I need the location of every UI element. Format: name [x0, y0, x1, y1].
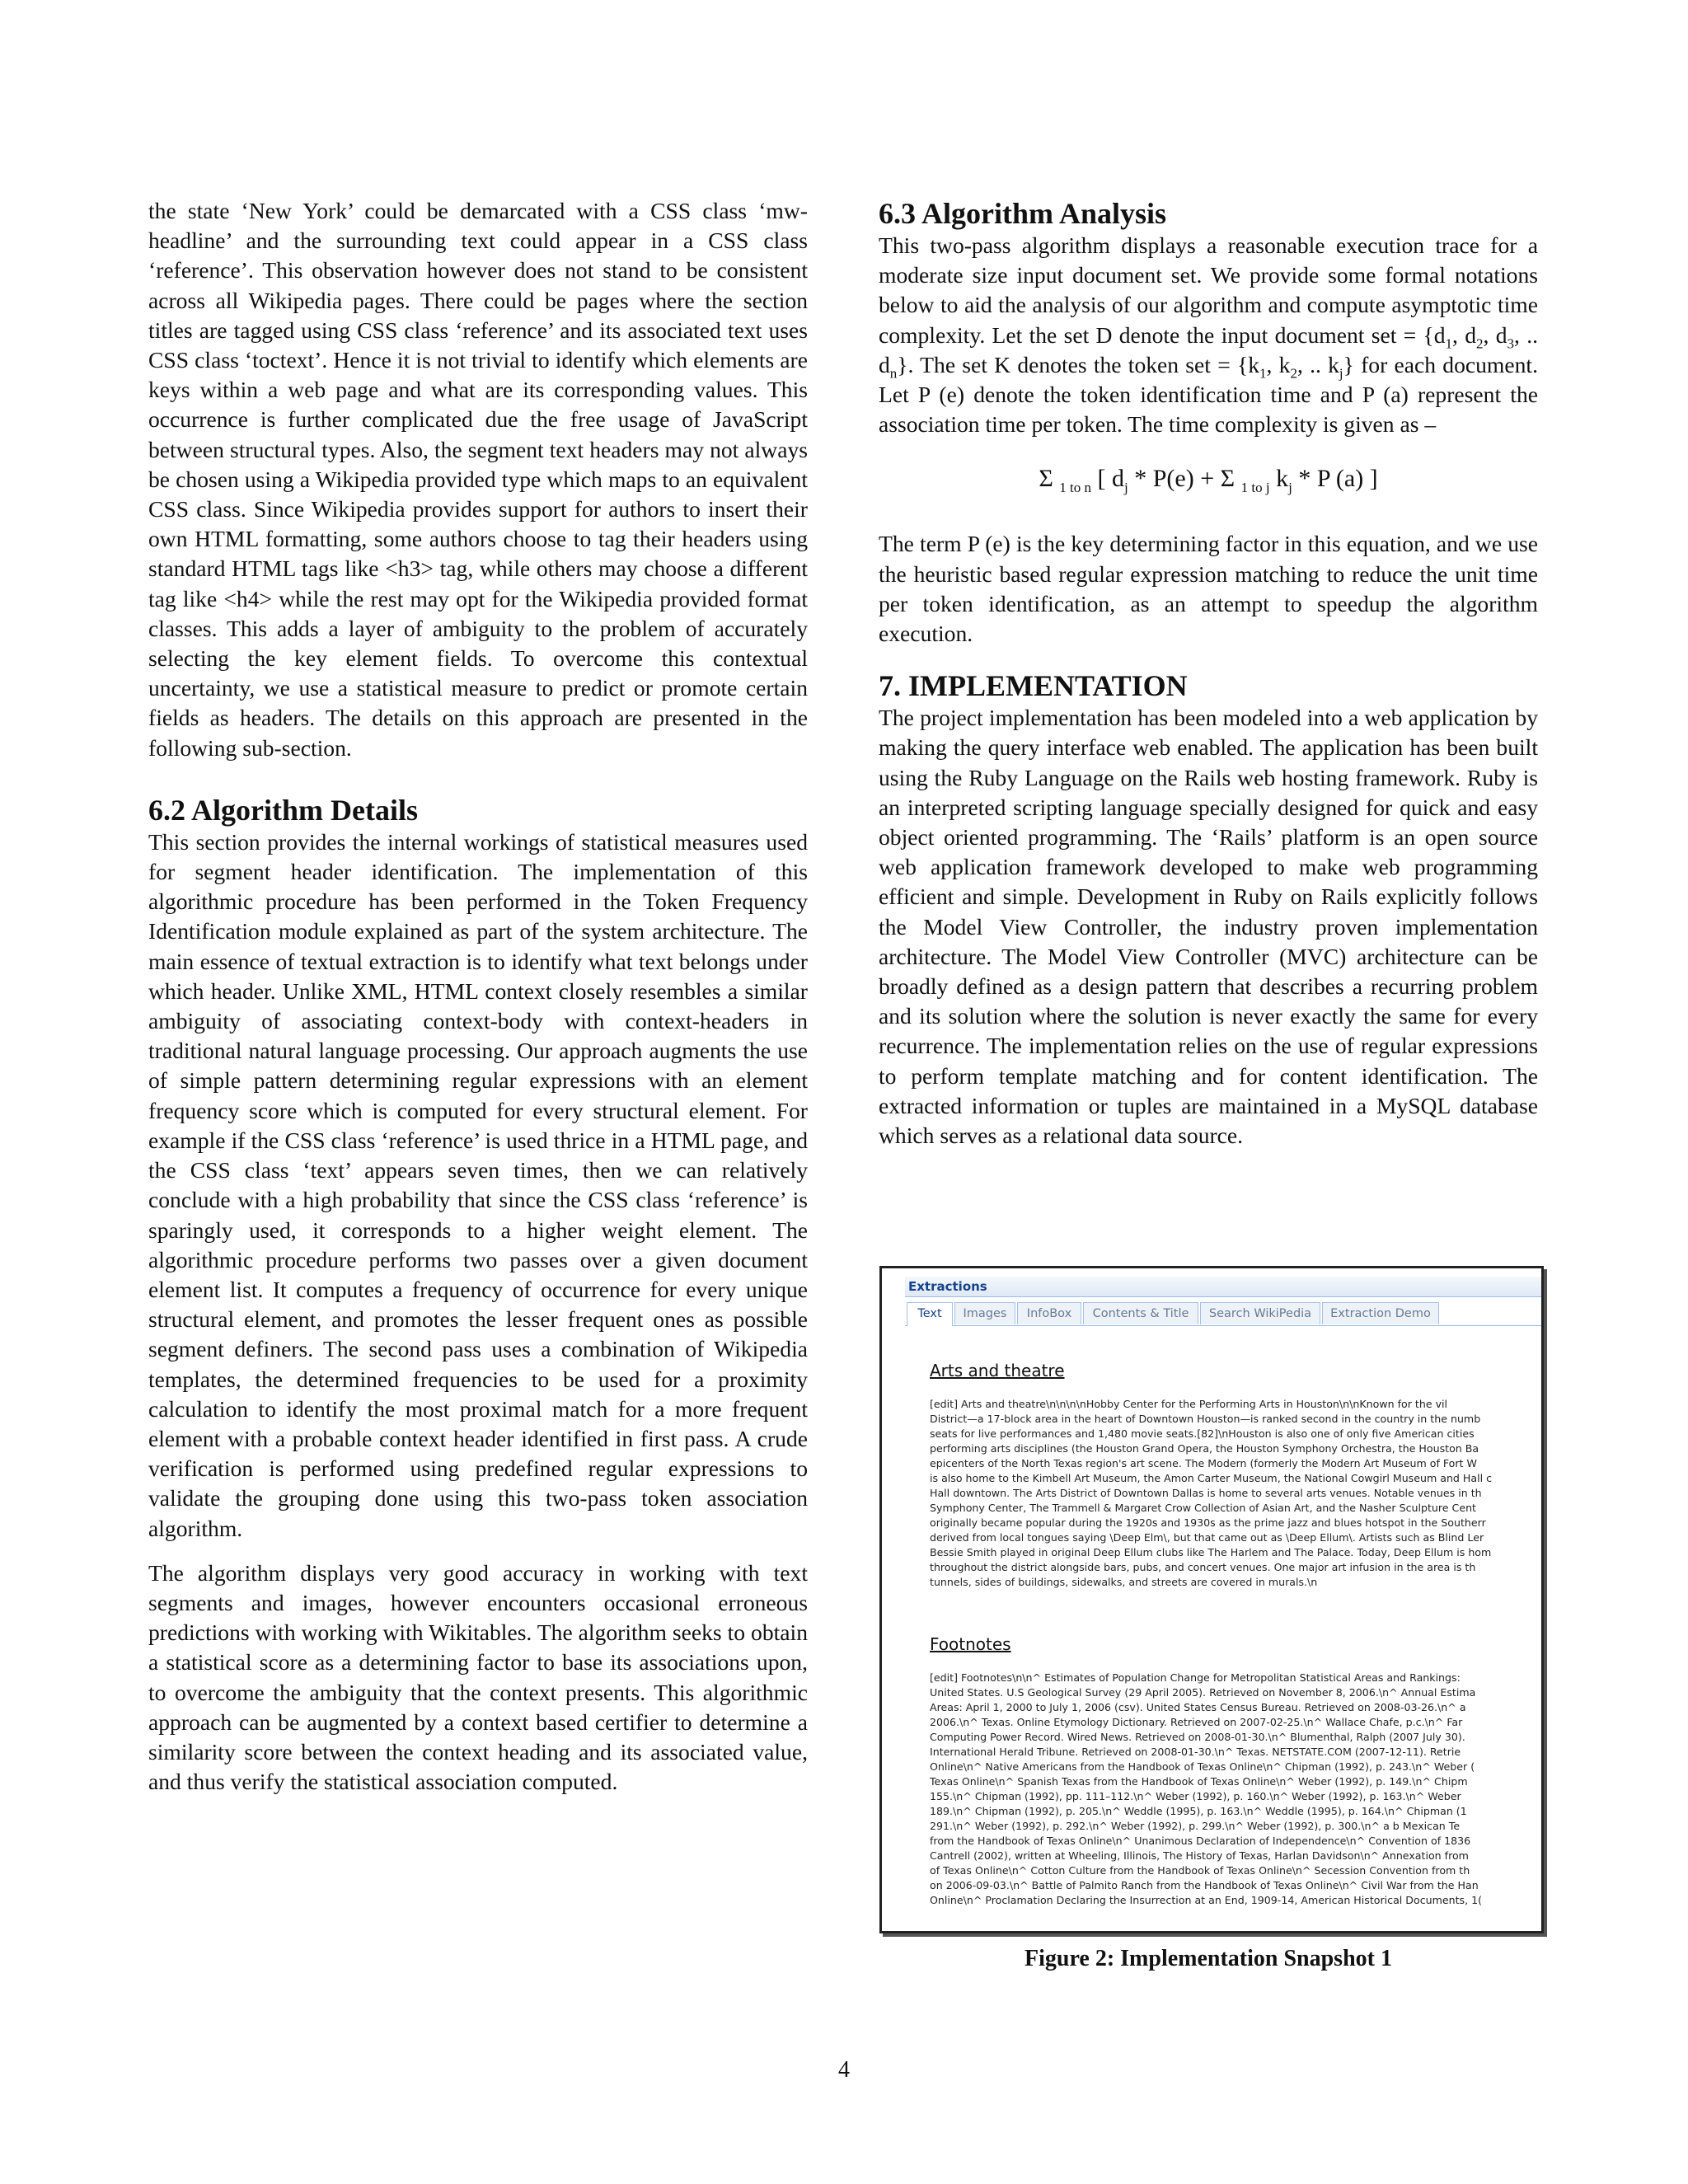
content-line: on 2006-09-03.\n^ Battle of Palmito Ranch from the Handbook of Texas Online\n^ Civil War from the Han — [930, 1879, 1479, 1891]
content-line: Bessie Smith played in original Deep Ellum clubs like The Harlem and The Palace. Today, Deep Ellum is hom — [930, 1546, 1492, 1558]
app-title: Extractions — [905, 1277, 1544, 1297]
content-line: 189.\n^ Chipman (1992), p. 205.\n^ Weddle (1995), p. 163.\n^ Weddle (1995), p. 164.\n^ Chipman (1 — [930, 1805, 1467, 1817]
content-line: 2006.\n^ Texas. Online Etymology Dictionary. Retrieved on 2007-02-25.\n^ Wallace Chafe, p.c.\n^ Far — [930, 1716, 1463, 1728]
paragraph-algorithm-accuracy: The algorithm displays very good accuracy in working with text segments and images, however encounters occasional erroneous predictions with working with Wikitables. The algorithm seeks to obtain a statistical score as a determining factor to base its associations upon, to overcome the ambiguity that the context presents. This algorithmic approach can be augmented by a context based certifier to determine a similarity score between the context heading and its associated value, and thus verify the statistical association computed. — [148, 1559, 808, 1795]
content-line: District—a 17-block area in the heart of Downtown Houston—is ranked second in the country in the numb — [930, 1413, 1481, 1425]
tab-text[interactable]: Text — [907, 1302, 953, 1326]
extractions-app — [905, 1277, 1544, 1919]
content-line: seats for live performances and 1,480 movie seats.[82]\nHouston is also one of only five American cities — [930, 1427, 1475, 1440]
section-heading-6-3: 6.3 Algorithm Analysis — [879, 197, 1167, 230]
tab-infobox[interactable]: InfoBox — [1017, 1302, 1081, 1324]
content-line: Symphony Center, The Trammell & Margaret Crow Collection of Asian Art, and the Nasher Sculpture Cent — [930, 1502, 1476, 1514]
tab-extraction-demo[interactable]: Extraction Demo — [1322, 1302, 1439, 1324]
content-line: derived from local tongues saying \Deep Elm\, but that came out as \Deep Ellum\. Artists such as Blind Ler — [930, 1531, 1484, 1544]
tab-bar — [905, 1297, 1544, 1326]
content-line: 291.\n^ Weber (1992), p. 292.\n^ Weber (1992), p. 299.\n^ Weber (1992), p. 300.\n^ a b Mexican Te — [930, 1820, 1461, 1832]
paragraph-continued: the state ‘New York’ could be demarcated with a CSS class ‘mw-headline’ and the surrounding text could appear in a CSS class ‘reference’. This observation however does not stand to be consistent across all Wikipedia pages. There could be pages where the section titles are tagged using CSS class ‘reference’ and its associated text uses CSS class ‘toctext’. Hence it is not trivial to identify which elements are keys within a web page and what are its corresponding values. This occurrence is further complicated due the free usage of JavaScript between structural types. Also, the segment text headers may not always be chosen using a Wikipedia provided type which maps to an equivalent CSS class. Since Wikipedia provides support for authors to insert their own HTML formatting, some authors choose to tag their headers using standard HTML tags like <h3> tag, while others may choose a different tag like <h4> while the rest may opt for the Wikipedia provided format classes. This adds a layer of ambiguity to the problem of accurately selecting the key element fields. To overcome this contextual uncertainty, we use a statistical measure to predict or promote certain fields as headers. The details on this approach are presented in the following sub-section. — [148, 198, 808, 761]
paragraph-term-pe: The term P (e) is the key determining factor in this equation, and we use the heuristic based regular expression matching to reduce the unit time per token identification, as an attempt to speedup the algorithm execution. — [879, 531, 1538, 647]
footnotes-text — [930, 1671, 1544, 1908]
section-heading-6-2: 6.2 Algorithm Details — [148, 793, 418, 827]
content-line: originally became popular during the 1920s and 1930s as the prime jazz and blues hotspot in the Southerr — [930, 1516, 1486, 1529]
content-line: throughout the district alongside bars, pubs, and concert venues. One major art infusion in the area is th — [930, 1561, 1476, 1573]
content-line: [edit] Arts and theatre\n\n\n\nHobby Center for the Performing Arts in Houston\n\nKnown for the vil — [930, 1398, 1448, 1410]
content-line: from the Handbook of Texas Online\n^ Unanimous Declaration of Independence\n^ Convention of 1836 — [930, 1835, 1471, 1847]
content-line: International Herald Tribune. Retrieved on 2008-01-30.\n^ Texas. NETSTATE.COM (2007-12-11). Retrie — [930, 1746, 1461, 1758]
content-line: Computing Power Record. Wired News. Retrieved on 2008-01-30.\n^ Blumenthal, Ralph (2007 July 30). — [930, 1731, 1465, 1743]
content-line: [edit] Footnotes\n\n^ Estimates of Population Change for Metropolitan Statistical Areas and Rankings: — [930, 1671, 1461, 1684]
content-line: of Texas Online\n^ Cotton Culture from the Handbook of Texas Online\n^ Secession Convention from th — [930, 1864, 1470, 1877]
figure-implementation-snapshot — [879, 1266, 1544, 1933]
tab-search-wikipedia[interactable]: Search WikiPedia — [1200, 1302, 1320, 1324]
tab-images[interactable]: Images — [954, 1302, 1015, 1324]
content-line: Cantrell (2002), written at Wheeling, Illinois, The History of Texas, Harlan Davidson\n^ Annexation from — [930, 1849, 1469, 1862]
section-heading-arts-and-theatre: Arts and theatre — [930, 1361, 1065, 1380]
content-line: Online\n^ Native Americans from the Handbook of Texas Online\n^ Chipman (1992), p. 243.\n^ Weber ( — [930, 1760, 1475, 1773]
paragraph-algorithm-details: This section provides the internal workings of statistical measures used for segment header identification. The implementation of this algorithmic procedure has been performed in the Token Frequency Identification module explained as part of the system architecture. The main essence of textual extraction is to identify what text belongs under which header. Unlike XML, HTML context closely resembles a similar ambiguity of associating context-body with context-headers in traditional natural language processing. Our approach augments the use of simple pattern determining regular expressions with an element frequency score which is computed for every structural element. For example if the CSS class ‘reference’ is used thrice in a HTML page, and the CSS class ‘text’ appears seven times, then we can relatively conclude with a high probability that since the CSS class ‘reference’ is sparingly used, it corresponds to a higher weight element. The algorithmic procedure performs two passes over a given document element list. It computes a frequency of occurrence for every unique structural element, and promotes the lesser frequent ones as possible segment definers. The second pass uses a combination of Wikipedia templates, the determined frequencies to be used for a proximity calculation to identify the most proximal match for a more frequent element with a probable context header identified in first pass. A crude verification is performed using predefined regular expressions to validate the grouping done using this two-pass token association algorithm. — [148, 828, 808, 1541]
content-line: Texas Online\n^ Spanish Texas from the Handbook of Texas Online\n^ Weber (1992), p. 149.\n^ Chipm — [930, 1775, 1468, 1788]
paragraph-algorithm-analysis: This two-pass algorithm displays a reasonable execution trace for a moderate size input document set. We provide some formal notations below to aid the analysis of our algorithm and compute asymptotic time complexity. Let the set D denote the input document set = {$d_1$, $d_2$, $d_3$, .. $d_n$}. The set K denotes the token set = {$k_1$, $k_2$, .. $k_j$} for each document. Let P (e) denote the token identification time and P (a) represent the association time per token. The time complexity is given as – — [879, 232, 1538, 438]
content-line: Online\n^ Proclamation Declaring the Insurrection at an End, 1909-14, American Historical Documents, 1( — [930, 1894, 1483, 1906]
section-heading-7: 7. IMPLEMENTATION — [879, 669, 1188, 703]
left-column — [148, 196, 808, 1797]
tab-contents-title[interactable]: Contents & Title — [1083, 1302, 1198, 1324]
content-line: is also home to the Kimbell Art Museum, the Amon Carter Museum, the National Cowgirl Museum and Hall c — [930, 1472, 1493, 1484]
content-line: 155.\n^ Chipman (1992), pp. 111–112.\n^ Weber (1992), p. 160.\n^ Weber (1992), p. 163.\n^ Weber — [930, 1790, 1461, 1802]
content-line: Hall downtown. The Arts District of Downtown Dallas is home to several arts venues. Notable venues in th — [930, 1487, 1482, 1499]
content-line: tunnels, sides of buildings, sidewalks, and streets are covered in murals.\n — [930, 1576, 1318, 1588]
content-line: performing arts disciplines (the Houston Grand Opera, the Houston Symphony Orchestra, the Houston Ba — [930, 1442, 1479, 1455]
page-number: 4 — [838, 2057, 850, 2083]
content-line: Areas: April 1, 2000 to July 1, 2006 (csv). United States Census Bureau. Retrieved on 2008-03-26.\n^ a — [930, 1701, 1466, 1713]
section-heading-footnotes: Footnotes — [930, 1634, 1011, 1654]
arts-and-theatre-text — [930, 1397, 1544, 1590]
content-line: epicenters of the North Texas region's art scene. The Modern (formerly the Modern Art Museum of Fort W — [930, 1457, 1477, 1469]
figure-caption: Figure 2: Implementation Snapshot 1 — [1025, 1946, 1392, 1971]
paragraph-implementation: The project implementation has been modeled into a web application by making the query interface web enabled. The application has been built using the Ruby Language on the Rails web hosting framework. Ruby is an interpreted scripting language specially designed for quick and easy object oriented programming. The ‘Rails’ platform is an open source web application framework developed to make web programming efficient and simple. Development in Ruby on Rails explicitly follows the Model View Controller, the industry proven implementation architecture. The Model View Controller (MVC) architecture can be broadly defined as a design pattern that describes a recurring problem and its solution where the solution is never exactly the same for every recurrence. The implementation relies on the use of regular expressions to perform template matching and for content identification. The extracted information or tuples are maintained in a MySQL database which serves as a relational data source. — [879, 705, 1538, 1149]
content-line: United States. U.S Geological Survey (29 April 2005). Retrieved on November 8, 2006.\n^ Annual Estima — [930, 1686, 1476, 1699]
complexity-formula: Σ $_{1 to n}$ [ $d_j * P(e) + \Sigma$ $_{1 to j}$ $k_j$ * P (a) ] — [1039, 465, 1378, 496]
right-column — [879, 196, 1538, 1151]
